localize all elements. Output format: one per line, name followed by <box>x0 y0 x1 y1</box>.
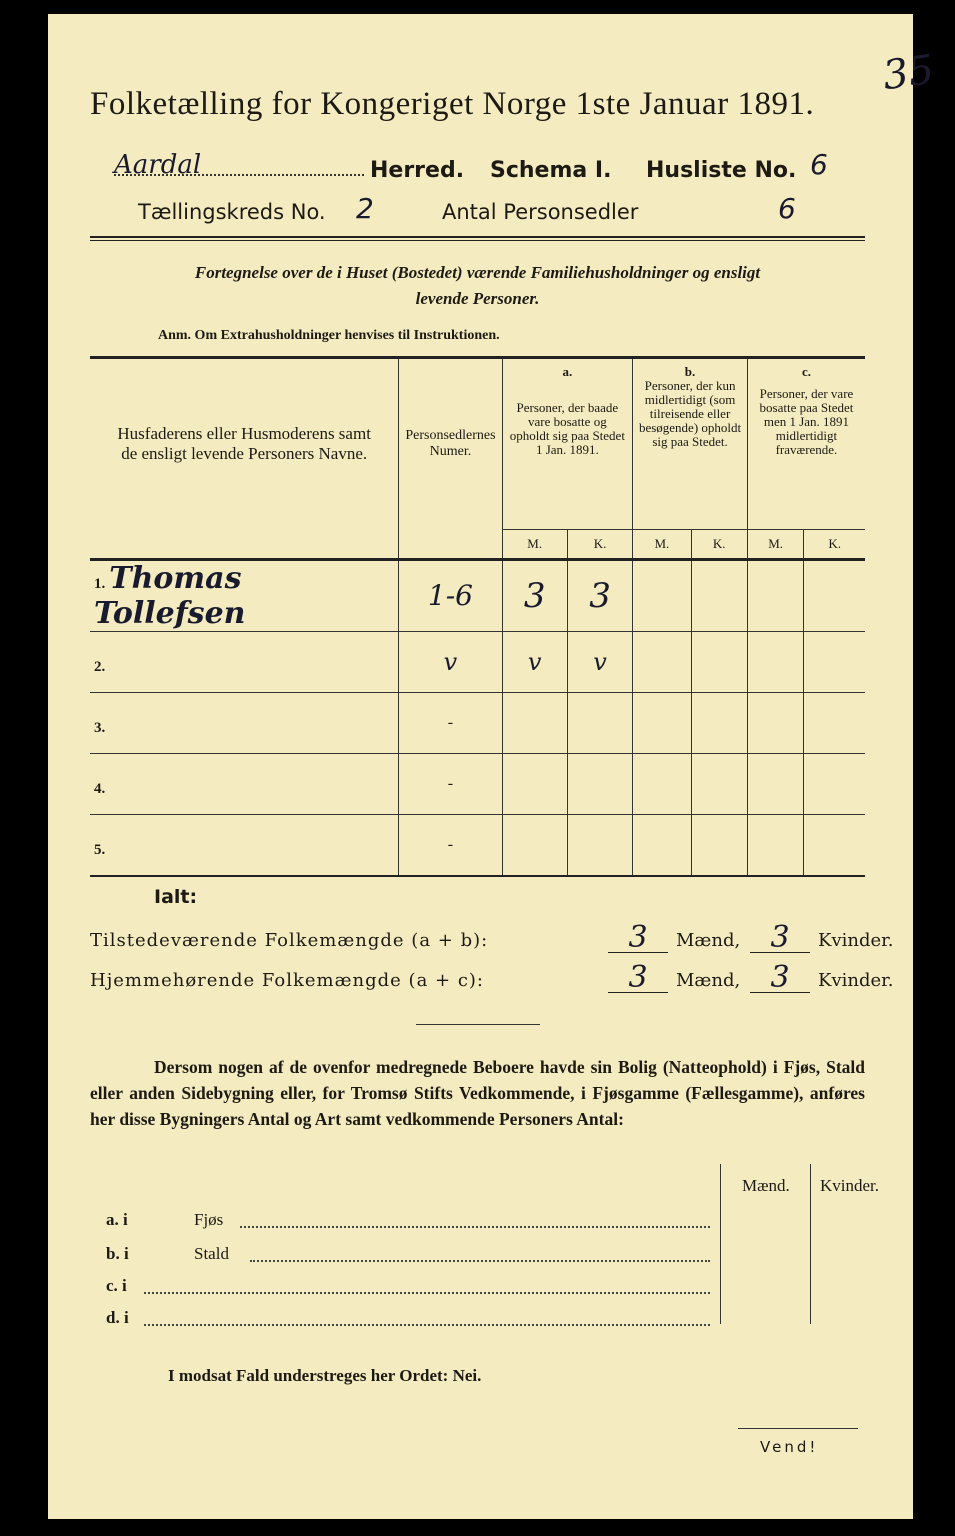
mk-b-k: K. <box>691 529 747 559</box>
row-b-k <box>691 814 747 876</box>
row-sedler-num: - <box>399 753 502 814</box>
tilstede-kvinder-value: 3 <box>750 920 810 953</box>
schema-label: Schema I. <box>490 158 612 183</box>
personsedler-label: Antal Personsedler <box>442 200 639 224</box>
tilstede-maend-value: 3 <box>608 920 668 953</box>
herred-label: Herred. <box>370 158 465 183</box>
mk-blank <box>90 529 399 559</box>
personsedler-number: 6 <box>778 192 796 225</box>
herred-name: Aardal <box>114 150 202 180</box>
subtitle <box>90 260 865 312</box>
row-b-m <box>633 692 691 753</box>
building-row-b-label: b. i <box>106 1244 129 1263</box>
hjemme-kvinder-word: Kvinder. <box>818 970 894 991</box>
building-row-a-label: a. i <box>106 1210 128 1229</box>
building-row-b-text: Stald <box>194 1244 229 1263</box>
building-row-d-dots <box>144 1324 710 1326</box>
col-header-num: Personsedlernes Numer. <box>399 359 502 529</box>
table-mk-row <box>90 529 865 559</box>
table-row <box>90 692 865 753</box>
building-row-c-dots <box>144 1292 710 1294</box>
col-header-a <box>502 359 633 529</box>
col-b-text: Personer, der kun midlertidigt (som tilreisende eller besøgende) opholdt sig paa Stedet. <box>638 378 742 449</box>
subtitle-line-1: Fortegnelse over de i Huset (Bostedet) værende Familiehusholdninger og ensligt <box>194 263 761 282</box>
corner-page-number: 35 <box>880 46 937 100</box>
row-a-m <box>502 814 567 876</box>
buildings-table <box>90 1164 880 1327</box>
row-b-k <box>691 753 747 814</box>
row-b-k <box>691 692 747 753</box>
hjemme-line <box>90 960 894 1000</box>
mk-c-m: M. <box>747 529 803 559</box>
mk-blank-num <box>399 529 502 559</box>
table-row <box>90 631 865 692</box>
mk-c-k: K. <box>804 529 865 559</box>
mk-b-m: M. <box>633 529 691 559</box>
footnote-nei: I modsat Fald understreges her Ordet: Nei. <box>168 1366 482 1385</box>
row-sedler-num: - <box>399 814 502 876</box>
row-a-m <box>502 692 567 753</box>
building-row-c-label: c. i <box>106 1276 127 1295</box>
row-a-k: 3 <box>567 559 632 631</box>
vend-rule <box>738 1428 858 1429</box>
row-c-k <box>804 559 865 631</box>
row-name-cell <box>90 753 399 814</box>
row-name-cell <box>90 814 399 876</box>
col-header-kvinder: Kvinder. <box>820 1176 880 1195</box>
row-sedler-num: 1-6 <box>399 559 502 631</box>
husliste-label: Husliste No. <box>646 158 797 183</box>
row-a-m: v <box>502 631 567 692</box>
hjemme-label: Hjemmehørende Folkemængde (a + c): <box>90 970 484 991</box>
person-name: Thomas Tollefsen <box>94 560 246 631</box>
row-c-m <box>747 692 803 753</box>
col-c-text: Personer, der vare bosatte paa Stedet men 1 Jan. 1891 midlertidigt fraværende. <box>759 386 854 457</box>
building-row-a-dots <box>240 1226 710 1228</box>
row-number: 5. <box>94 842 106 858</box>
col-header-c <box>747 359 865 529</box>
subtitle-line-2: levende Personer. <box>415 289 540 308</box>
tilstede-maend-word: Mænd, <box>676 930 741 951</box>
row-b-k <box>691 631 747 692</box>
table-header-row <box>90 359 865 529</box>
row-number: 2. <box>94 659 106 675</box>
household-table <box>90 359 865 877</box>
row-b-m <box>633 753 691 814</box>
row-name-cell <box>90 692 399 753</box>
row-c-k <box>804 692 865 753</box>
building-row-d-label: d. i <box>106 1308 129 1327</box>
vline-kvinder <box>810 1164 811 1324</box>
hjemme-maend-value: 3 <box>608 960 668 993</box>
row-a-k <box>567 692 632 753</box>
row-c-m <box>747 814 803 876</box>
row-a-k <box>567 814 632 876</box>
census-form-page <box>48 14 937 1519</box>
row-b-m <box>633 559 691 631</box>
husliste-number: 6 <box>810 148 828 181</box>
row-a-m: 3 <box>502 559 567 631</box>
row-name-cell <box>90 631 399 692</box>
col-a-letter: a. <box>562 364 573 379</box>
hjemme-kvinder-value: 3 <box>750 960 810 993</box>
buildings-paragraph: Dersom nogen af de ovenfor medregnede Beboere havde sin Bolig (Natteophold) i Fjøs, Stald eller anden Sidebygning eller, for Tromsø Stifts Vedkommende, i Fjøsgamme (Fællesgamme), anføres her disse Bygningers Antal og Art samt vedkommende Personers Antal: <box>90 1057 865 1129</box>
tilstede-label: Tilstedeværende Folkemængde (a + b): <box>90 930 489 951</box>
vline-maend <box>720 1164 721 1324</box>
row-b-m <box>633 814 691 876</box>
col-a-text: Personer, der baade vare bosatte og opholdt sig paa Stedet 1 Jan. 1891. <box>509 400 625 457</box>
tilstede-line <box>90 920 894 960</box>
row-a-k: v <box>567 631 632 692</box>
kreds-line <box>138 192 878 236</box>
table-row <box>90 559 865 631</box>
row-number: 3. <box>94 720 106 736</box>
mk-a-m: M. <box>502 529 567 559</box>
table-row <box>90 753 865 814</box>
annotation-note: Anm. Om Extrahusholdninger henvises til Instruktionen. <box>158 328 500 343</box>
row-a-m <box>502 753 567 814</box>
rule-top <box>90 236 865 238</box>
col-c-letter: c. <box>801 364 811 379</box>
row-sedler-num: v <box>399 631 502 692</box>
col-header-name: Husfaderens eller Husmoderens samt de ensligt levende Personers Navne. <box>117 424 371 463</box>
building-row-a-text: Fjøs <box>194 1210 224 1229</box>
form-title: Folketælling for Kongeriget Norge 1ste Januar 1891. <box>90 86 815 122</box>
row-number: 1. <box>94 575 106 592</box>
col-b-letter: b. <box>684 364 696 379</box>
ialt-label: Ialt: <box>154 886 198 908</box>
row-b-k <box>691 559 747 631</box>
row-c-m <box>747 753 803 814</box>
col-header-maend: Mænd. <box>742 1176 790 1195</box>
row-c-k <box>804 814 865 876</box>
row-a-k <box>567 753 632 814</box>
row-c-m <box>747 559 803 631</box>
rule-top-thin <box>90 240 865 241</box>
tilstede-kvinder-word: Kvinder. <box>818 930 894 951</box>
row-b-m <box>633 631 691 692</box>
herred-dots <box>114 174 364 176</box>
row-number: 4. <box>94 781 106 797</box>
kreds-label: Tællingskreds No. <box>138 200 326 224</box>
row-c-k <box>804 631 865 692</box>
table-row <box>90 814 865 876</box>
hjemme-maend-word: Mænd, <box>676 970 741 991</box>
col-header-b <box>633 359 748 529</box>
building-row-b-dots <box>250 1260 710 1262</box>
row-sedler-num: - <box>399 692 502 753</box>
mk-a-k: K. <box>567 529 632 559</box>
kreds-number: 2 <box>356 192 374 225</box>
section-divider <box>416 1024 540 1025</box>
row-c-k <box>804 753 865 814</box>
vend-label: Vend! <box>760 1438 819 1456</box>
row-c-m <box>747 631 803 692</box>
herred-line <box>106 148 896 192</box>
row-name-cell <box>90 559 399 631</box>
